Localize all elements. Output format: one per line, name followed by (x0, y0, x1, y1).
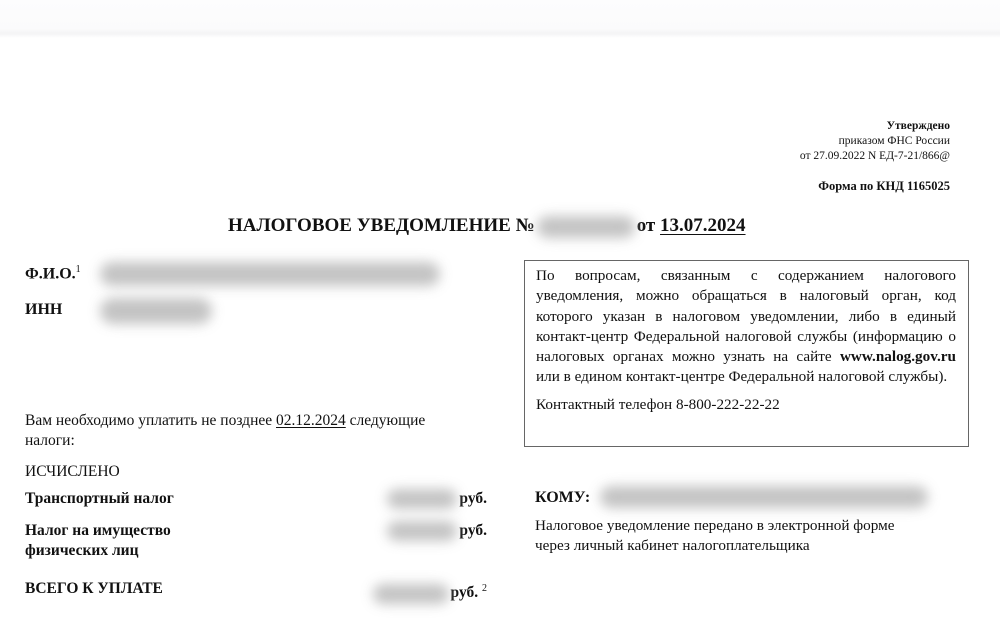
redacted-recipient (600, 486, 928, 508)
site-link[interactable]: www.nalog.gov.ru (839, 348, 956, 366)
tax-name-line2: физических лиц (25, 542, 139, 559)
intro-line2: налоги: (25, 432, 75, 449)
approved-order: приказом ФНС России (838, 135, 950, 147)
title-prefix: НАЛОГОВОЕ УВЕДОМЛЕНИЕ № (228, 215, 535, 236)
tax-row-property (25, 521, 487, 561)
tax-amount (387, 489, 487, 509)
currency: руб. (459, 490, 487, 507)
redacted-amount (387, 489, 457, 509)
title-date-prefix: от (636, 215, 656, 236)
redacted-total (373, 584, 449, 604)
section-calculated: ИСЧИСЛЕНО (25, 463, 120, 480)
tax-row-transport (25, 489, 487, 509)
total-footnote: 2 (482, 583, 487, 594)
tax-amount (387, 521, 487, 541)
total-label: ВСЕГО К УПЛАТЕ (25, 580, 163, 597)
total-row (25, 579, 487, 602)
contact-phone: Контактный телефон 8-800-222-22-22 (536, 395, 780, 413)
redacted-fio (100, 262, 440, 286)
fio-label-text: Ф.И.О. (25, 265, 76, 283)
approved-title: Утверждено (886, 120, 950, 132)
fio-footnote: 1 (75, 264, 81, 275)
approved-order-number: от 27.09.2022 N ЕД-7-21/866@ (799, 150, 950, 162)
notice-date: 13.07.2024 (660, 215, 746, 236)
currency: руб. (450, 584, 479, 602)
document-title (228, 215, 746, 238)
top-toolbar-band (0, 0, 1000, 38)
intro-prefix: Вам необходимо уплатить не позднее (25, 412, 273, 429)
inn-label: ИНН (25, 301, 63, 318)
fio-label (25, 264, 81, 283)
delivery-note (535, 516, 894, 556)
redacted-amount (387, 521, 457, 541)
recipient-label: КОМУ: (535, 489, 591, 506)
form-knd: Форма по КНД 1165025 (818, 179, 950, 193)
info-text-part1: По вопросам, связанным с содержанием налогового уведомления, можно обращаться в налоговый орган, код которого указан в налоговом уведомлении, либо в единый контакт-центр Федеральной налоговой службы (информацию о налоговых органах можно узнать на сайте (536, 267, 956, 366)
tax-name: Транспортный налог (25, 490, 174, 507)
intro-suffix: следующие (349, 412, 426, 429)
due-date: 02.12.2024 (276, 412, 346, 429)
delivery-note-line1: Налоговое уведомление передано в электронной форме (535, 517, 895, 534)
approval-stamp (800, 119, 950, 164)
total-amount (373, 579, 487, 604)
tax-name-line1: Налог на имущество (25, 522, 171, 539)
currency: руб. (459, 522, 487, 539)
info-text-part2: или в едином контакт-центре Федеральной налоговой службы). (536, 368, 948, 386)
info-text (536, 266, 956, 388)
delivery-note-line2: через личный кабинет налогоплательщика (535, 537, 810, 554)
info-box (524, 260, 969, 447)
redacted-inn (100, 298, 212, 324)
payment-intro (25, 411, 495, 451)
redacted-notice-number (537, 216, 635, 238)
